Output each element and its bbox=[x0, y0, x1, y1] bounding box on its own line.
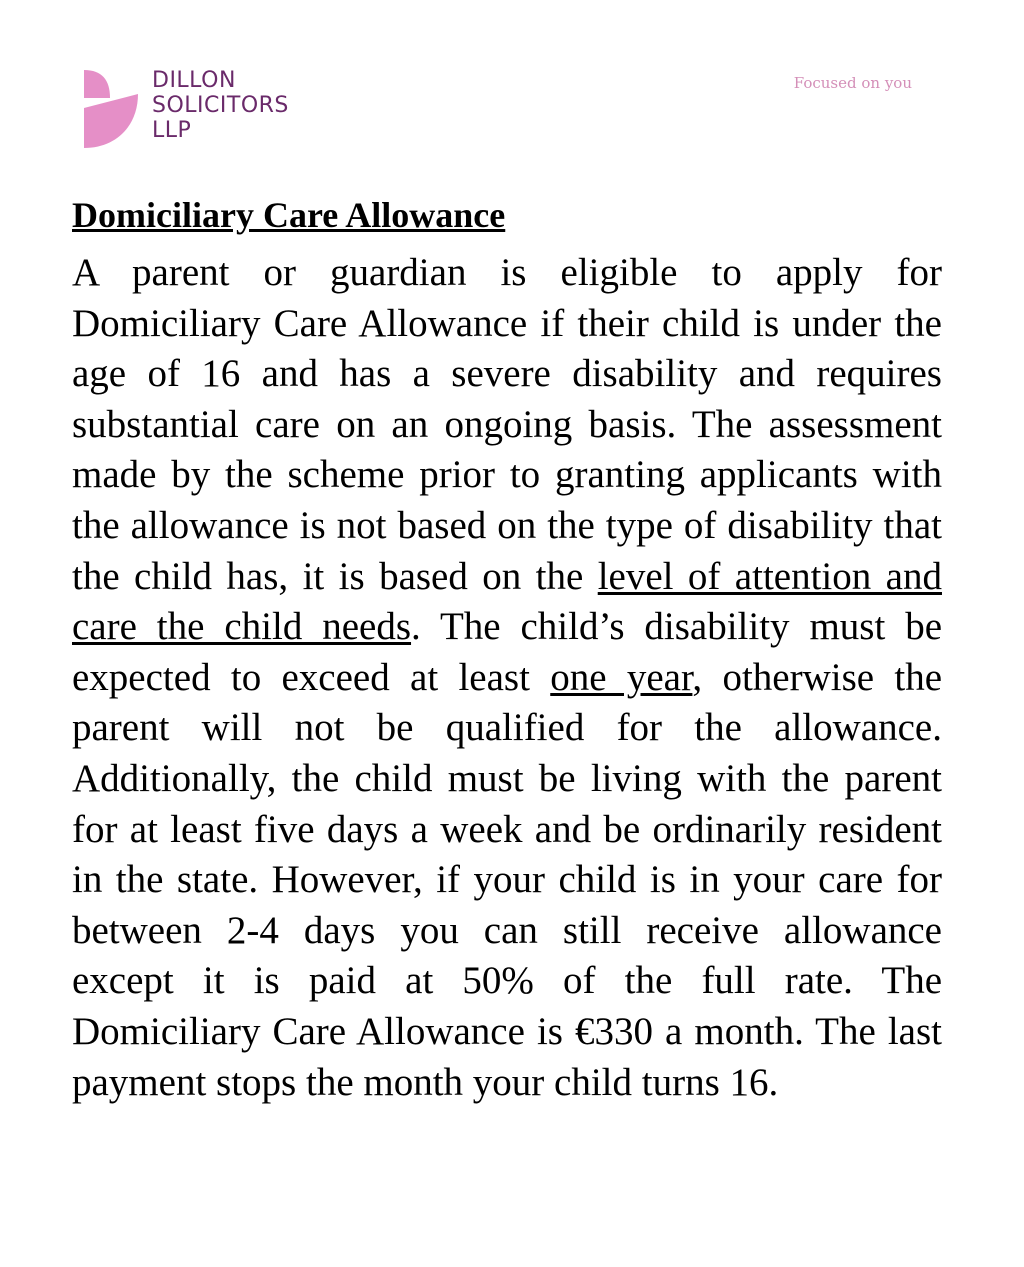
body-text-part-2: . The child’s disability must be expected to exceed at least bbox=[72, 605, 942, 699]
logo-line-3: LLP bbox=[152, 118, 192, 143]
document-title: Domiciliary Care Allowance bbox=[72, 195, 506, 235]
body-paragraph bbox=[72, 248, 942, 1108]
logo-mark-icon bbox=[80, 68, 140, 150]
logo-wordmark bbox=[152, 68, 289, 143]
body-text-part-3: , otherwise the parent will not be qualified for the allowance. Additionally, the child must be living with the parent for at least five days a week and be ordinarily resident in the state. However, if your child is in your care for between 2-4 days you can still receive allowance except it is paid at 50% of the full rate. The Domiciliary Care Allowance is €330 a month. The last payment stops the month your child turns 16. bbox=[72, 655, 943, 1104]
document-content bbox=[72, 190, 942, 1108]
page-header bbox=[0, 0, 1024, 170]
tagline: Focused on you bbox=[793, 74, 912, 92]
body-text-part-1: A parent or guardian is eligible to apply for Domiciliary Care Allowance if their child is under the age of 16 and has a severe disability and requires substantial care on an ongoing basis. The assessment made by the scheme prior to granting applicants with the allowance is not based on the type of disability that the child has, it is based on the bbox=[72, 251, 942, 598]
logo-line-1: DILLON bbox=[152, 68, 236, 93]
company-logo bbox=[80, 68, 350, 150]
logo-line-2: SOLICITORS bbox=[152, 93, 289, 118]
underlined-phrase-one-year: one year bbox=[550, 655, 693, 699]
underlined-phrase-care-level: level of attention and care the child needs bbox=[72, 554, 942, 649]
